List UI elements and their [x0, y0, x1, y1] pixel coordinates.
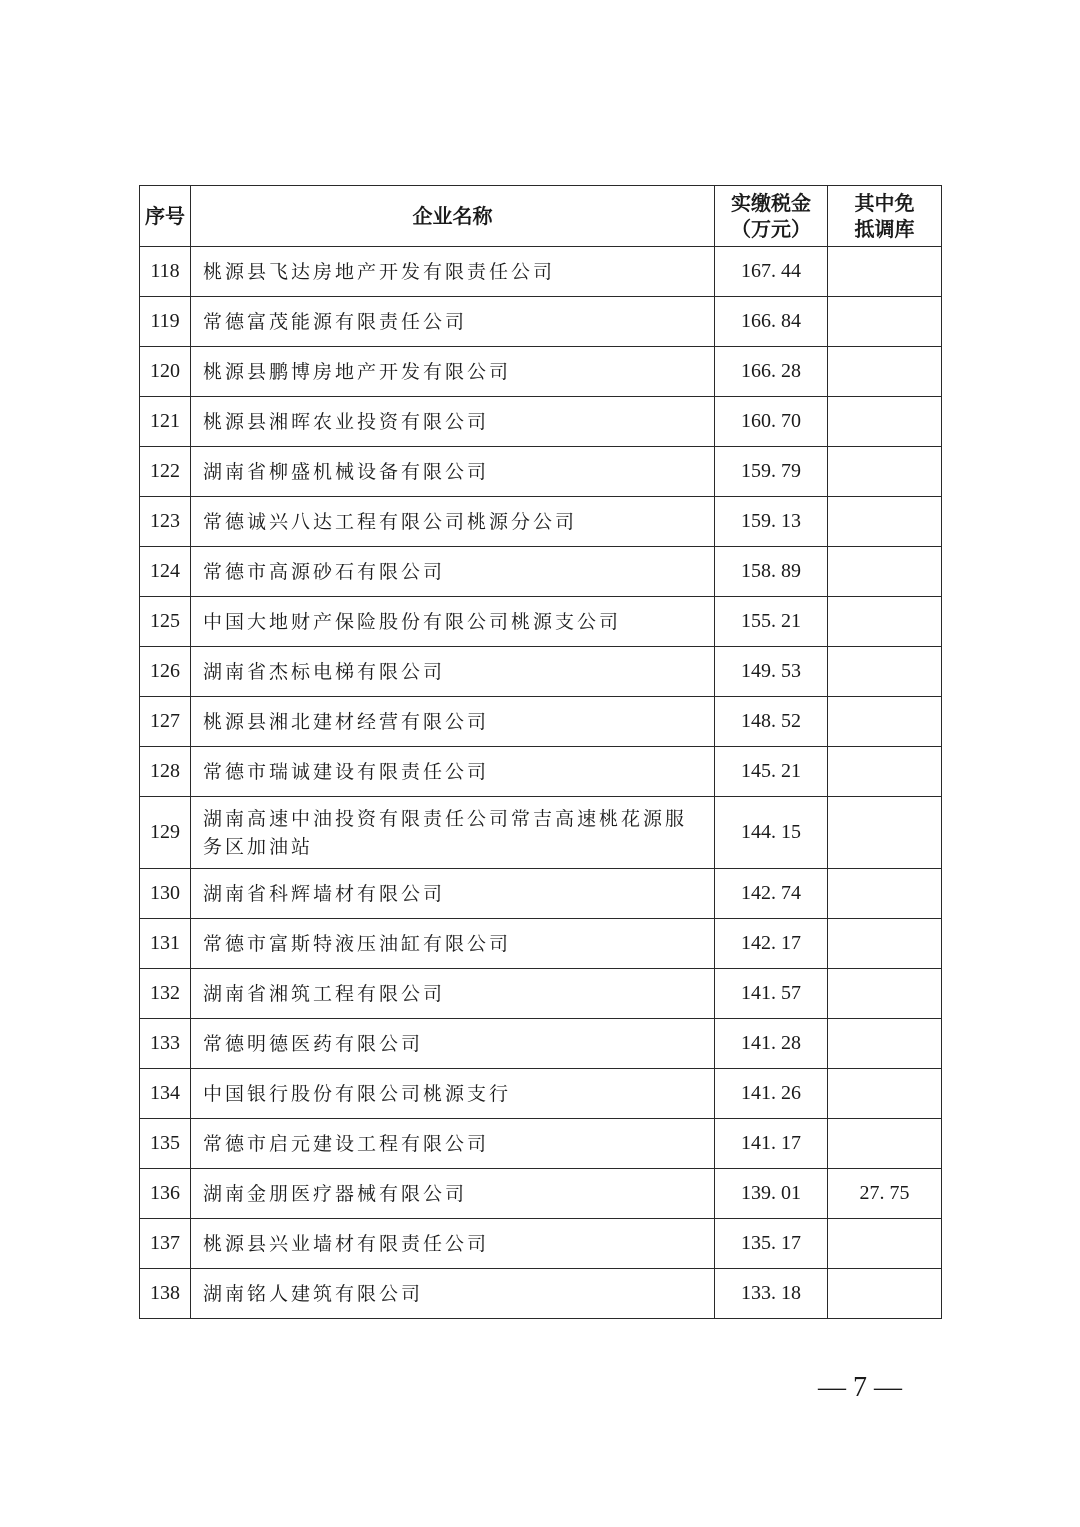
company-name-cell: 湖南省科辉墙材有限公司 — [191, 869, 715, 919]
exempt-amount-cell: 27. 75 — [828, 1169, 942, 1219]
tax-paid-cell: 139. 01 — [715, 1169, 828, 1219]
header-exempt-line2: 抵调库 — [854, 217, 915, 241]
company-name-cell: 桃源县鹏博房地产开发有限公司 — [191, 347, 715, 397]
tax-paid-cell: 133. 18 — [715, 1269, 828, 1319]
serial-number-cell: 126 — [140, 647, 191, 697]
tax-paid-cell: 159. 79 — [715, 447, 828, 497]
tax-paid-cell: 141. 28 — [715, 1019, 828, 1069]
exempt-amount-cell — [828, 397, 942, 447]
company-name-cell: 常德市瑞诚建设有限责任公司 — [191, 747, 715, 797]
exempt-amount-cell — [828, 747, 942, 797]
table-row — [140, 697, 942, 747]
table-row — [140, 497, 942, 547]
exempt-amount-cell — [828, 497, 942, 547]
tax-paid-cell: 142. 74 — [715, 869, 828, 919]
serial-number-cell: 120 — [140, 347, 191, 397]
serial-number-cell: 131 — [140, 919, 191, 969]
company-name-cell: 常德明德医药有限公司 — [191, 1019, 715, 1069]
table-row — [140, 1019, 942, 1069]
tax-paid-cell: 167. 44 — [715, 247, 828, 297]
company-name-cell: 湖南省杰标电梯有限公司 — [191, 647, 715, 697]
company-name-cell: 桃源县兴业墙材有限责任公司 — [191, 1219, 715, 1269]
table-row — [140, 919, 942, 969]
tax-ranking-table — [139, 185, 942, 1319]
table-row — [140, 297, 942, 347]
serial-number-cell: 136 — [140, 1169, 191, 1219]
table-row — [140, 447, 942, 497]
tax-paid-cell: 141. 17 — [715, 1119, 828, 1169]
serial-number-cell: 129 — [140, 797, 191, 869]
table-row — [140, 1119, 942, 1169]
company-name-cell: 中国大地财产保险股份有限公司桃源支公司 — [191, 597, 715, 647]
company-name-cell: 湖南省柳盛机械设备有限公司 — [191, 447, 715, 497]
serial-number-cell: 128 — [140, 747, 191, 797]
exempt-amount-cell — [828, 1119, 942, 1169]
table-row — [140, 547, 942, 597]
header-exempt — [828, 186, 942, 247]
serial-number-cell: 118 — [140, 247, 191, 297]
table-row — [140, 397, 942, 447]
company-name-cell: 常德市启元建设工程有限公司 — [191, 1119, 715, 1169]
serial-number-cell: 134 — [140, 1069, 191, 1119]
table-row — [140, 347, 942, 397]
exempt-amount-cell — [828, 697, 942, 747]
exempt-amount-cell — [828, 869, 942, 919]
serial-number-cell: 119 — [140, 297, 191, 347]
company-name-cell: 桃源县飞达房地产开发有限责任公司 — [191, 247, 715, 297]
tax-paid-cell: 135. 17 — [715, 1219, 828, 1269]
company-name-cell: 桃源县湘北建材经营有限公司 — [191, 697, 715, 747]
serial-number-cell: 137 — [140, 1219, 191, 1269]
table-row — [140, 969, 942, 1019]
header-tax-paid — [715, 186, 828, 247]
exempt-amount-cell — [828, 1019, 942, 1069]
tax-paid-cell: 155. 21 — [715, 597, 828, 647]
company-name-cell: 湖南高速中油投资有限责任公司常吉高速桃花源服务区加油站 — [191, 797, 715, 869]
tax-paid-cell: 141. 26 — [715, 1069, 828, 1119]
table-row — [140, 1069, 942, 1119]
serial-number-cell: 127 — [140, 697, 191, 747]
serial-number-cell: 133 — [140, 1019, 191, 1069]
exempt-amount-cell — [828, 1219, 942, 1269]
table-row — [140, 247, 942, 297]
exempt-amount-cell — [828, 347, 942, 397]
company-name-cell: 常德富茂能源有限责任公司 — [191, 297, 715, 347]
serial-number-cell: 122 — [140, 447, 191, 497]
tax-paid-cell: 148. 52 — [715, 697, 828, 747]
header-serial-number: 序号 — [140, 186, 191, 247]
exempt-amount-cell — [828, 447, 942, 497]
table-row — [140, 1269, 942, 1319]
table-row — [140, 647, 942, 697]
header-company-name: 企业名称 — [191, 186, 715, 247]
exempt-amount-cell — [828, 1069, 942, 1119]
header-tax-paid-line1: 实缴税金 — [731, 191, 811, 215]
serial-number-cell: 123 — [140, 497, 191, 547]
tax-paid-cell: 144. 15 — [715, 797, 828, 869]
tax-paid-cell: 158. 89 — [715, 547, 828, 597]
header-exempt-line1: 其中免 — [854, 191, 915, 215]
table-row — [140, 747, 942, 797]
company-name-cell: 湖南省湘筑工程有限公司 — [191, 969, 715, 1019]
tax-paid-cell: 149. 53 — [715, 647, 828, 697]
tax-paid-cell: 160. 70 — [715, 397, 828, 447]
exempt-amount-cell — [828, 597, 942, 647]
company-name-cell: 中国银行股份有限公司桃源支行 — [191, 1069, 715, 1119]
company-name-cell: 湖南铭人建筑有限公司 — [191, 1269, 715, 1319]
serial-number-cell: 124 — [140, 547, 191, 597]
company-name-cell: 常德市高源砂石有限公司 — [191, 547, 715, 597]
serial-number-cell: 130 — [140, 869, 191, 919]
serial-number-cell: 138 — [140, 1269, 191, 1319]
exempt-amount-cell — [828, 647, 942, 697]
header-tax-paid-line2: （万元） — [731, 217, 811, 241]
company-name-cell: 常德市富斯特液压油缸有限公司 — [191, 919, 715, 969]
company-name-cell: 常德诚兴八达工程有限公司桃源分公司 — [191, 497, 715, 547]
exempt-amount-cell — [828, 1269, 942, 1319]
company-name-cell: 湖南金朋医疗器械有限公司 — [191, 1169, 715, 1219]
table-row — [140, 1219, 942, 1269]
exempt-amount-cell — [828, 547, 942, 597]
exempt-amount-cell — [828, 969, 942, 1019]
page-number: — 7 — — [818, 1372, 902, 1403]
table-header — [140, 186, 942, 247]
table-body — [140, 247, 942, 1319]
table-row — [140, 1169, 942, 1219]
exempt-amount-cell — [828, 297, 942, 347]
exempt-amount-cell — [828, 919, 942, 969]
tax-paid-cell: 166. 84 — [715, 297, 828, 347]
tax-paid-cell: 142. 17 — [715, 919, 828, 969]
tax-paid-cell: 159. 13 — [715, 497, 828, 547]
serial-number-cell: 135 — [140, 1119, 191, 1169]
table-row — [140, 869, 942, 919]
tax-paid-cell: 145. 21 — [715, 747, 828, 797]
exempt-amount-cell — [828, 247, 942, 297]
tax-paid-cell: 166. 28 — [715, 347, 828, 397]
header-row — [140, 186, 942, 247]
exempt-amount-cell — [828, 797, 942, 869]
serial-number-cell: 125 — [140, 597, 191, 647]
company-name-cell: 桃源县湘晖农业投资有限公司 — [191, 397, 715, 447]
tax-paid-cell: 141. 57 — [715, 969, 828, 1019]
table-row — [140, 797, 942, 869]
serial-number-cell: 132 — [140, 969, 191, 1019]
table-row — [140, 597, 942, 647]
serial-number-cell: 121 — [140, 397, 191, 447]
